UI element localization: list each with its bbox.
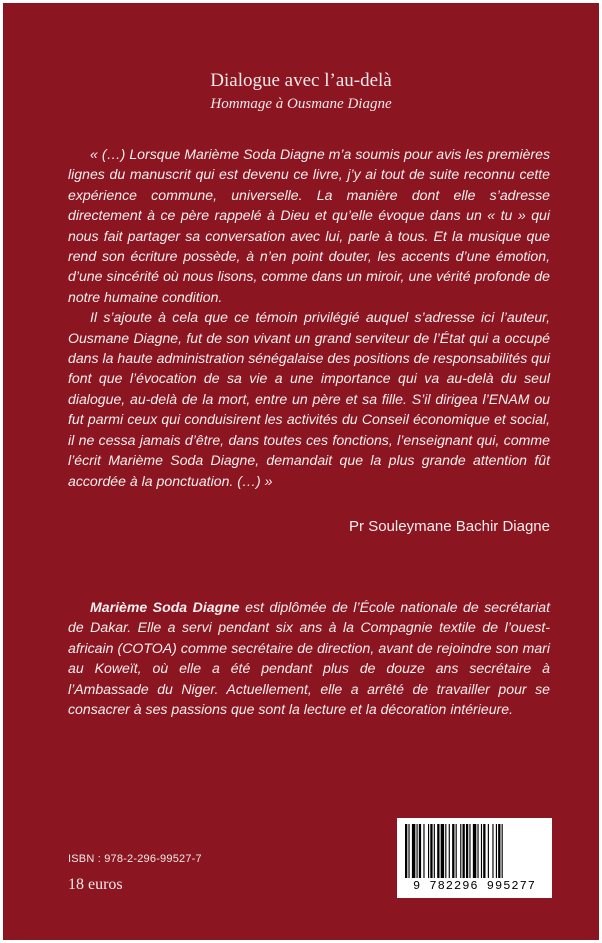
barcode-bar — [449, 824, 450, 878]
preface-quote — [68, 144, 550, 491]
book-title: Dialogue avec l’au-delà — [210, 70, 392, 91]
barcode-bar — [434, 824, 435, 878]
author-bio-text: est diplômée de l’École nationale de secrétariat de Dakar. Elle a servi pendant six ans à la Compagnie textile de l’ouest-africain (COTOA) comme secrétaire de direction, avant de rejoindre son mari au Koweït, où elle a été pendant plus de douze ans secrétaire à l’Ambassade du Niger. Actuellement, elle a arrêté de travailler pour se consacrer à ses passions que sont la lecture et la décoration intérieure. — [68, 599, 551, 718]
book-subtitle: Hommage à Ousmane Diagne — [210, 96, 392, 112]
barcode-bar — [428, 824, 429, 878]
barcode-bar — [441, 824, 444, 878]
barcode-number: 9 782296 995277 — [412, 879, 537, 893]
barcode-bar — [460, 824, 461, 878]
barcode-bar — [477, 824, 478, 878]
barcode-bar — [466, 824, 468, 878]
barcode-bar — [502, 824, 503, 878]
barcode-bar — [423, 824, 424, 878]
barcode-bar — [437, 824, 439, 878]
barcode-bars — [403, 824, 546, 878]
barcode-bar — [452, 824, 454, 878]
author-bio — [68, 597, 550, 719]
barcode-bar — [463, 824, 465, 878]
barcode-bar — [498, 824, 500, 878]
barcode — [397, 818, 552, 898]
author-name: Marième Soda Diagne — [90, 599, 240, 615]
barcode-bar — [481, 824, 482, 878]
barcode-bar — [469, 824, 470, 878]
barcode-bar — [405, 824, 407, 878]
barcode-bar — [473, 824, 476, 878]
quote-paragraph-1: « (…) Lorsque Marième Soda Diagne m’a soumis pour avis les premières lignes du manuscrit qui est devenu ce livre, j’y ai tout de suite reconnu cette expérience commune, universelle. La manière dont elle s’adresse directement à ce père rappelé à Dieu et qu’elle évoque dans un « tu » qui nous fait partager sa conversation avec lui, parle à tous. Et la musique que rend son écriture possède, à n’en point douter, les accents d’une émotion, d’une sincérité où nous lisons, comme dans un miroir, une vérité profonde de notre humaine condition. — [68, 146, 550, 305]
barcode-bar — [408, 824, 409, 878]
barcode-bar — [419, 824, 421, 878]
barcode-bar — [492, 824, 493, 878]
barcode-bar — [417, 824, 418, 878]
barcode-bar — [488, 824, 489, 878]
quote-paragraph-2: Il s’ajoute à cela que ce témoin privilégié auquel s’adresse ici l’auteur, Ousmane Diagne, fut de son vivant un grand serviteur de l’État qui a occupé dans la haute administration sénégalaise des positions de responsabilités qui font que l’évocation de sa vie a une importance qui va au-delà du seul dialogue, au-delà de la mort, entre un père et sa fille. S’il dirigea l’ENAM ou fut parmi ceux qui conduisirent les activités du Conseil économique et social, il ne cessa jamais d’être, dans toutes ces fonctions, l’enseignant qui, comme l’écrit Marième Soda Diagne, demandait que la plus grande attention fût accordée à la ponctuation. (…) » — [68, 309, 550, 489]
barcode-bar — [496, 824, 497, 878]
quote-signature: Pr Souleymane Bachir Diagne — [349, 518, 550, 535]
barcode-bar — [483, 824, 485, 878]
barcode-bar — [430, 824, 432, 878]
barcode-bar — [445, 824, 446, 878]
price: 18 euros — [68, 876, 123, 893]
barcode-bar — [412, 824, 415, 878]
barcode-bar — [456, 824, 457, 878]
isbn: ISBN : 978-2-296-99527-7 — [68, 853, 202, 865]
